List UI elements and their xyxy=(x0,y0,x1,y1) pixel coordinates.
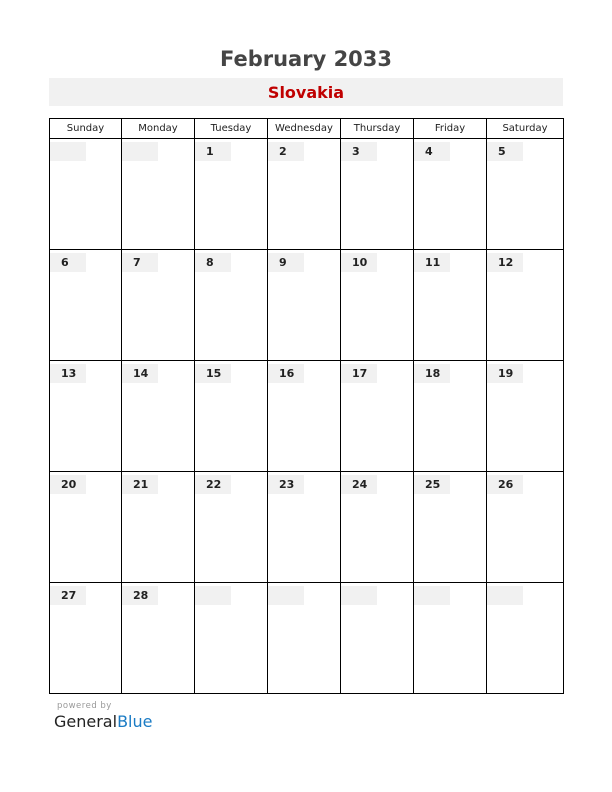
day-number-text: 28 xyxy=(133,589,149,602)
day-cell[interactable] xyxy=(268,361,341,472)
day-number xyxy=(414,475,450,494)
day-cell[interactable] xyxy=(122,361,195,472)
day-number-text xyxy=(341,589,352,602)
day-number xyxy=(122,475,158,494)
day-cell[interactable] xyxy=(414,583,487,694)
day-cell[interactable] xyxy=(414,472,487,583)
day-number xyxy=(414,586,450,605)
day-number xyxy=(414,142,450,161)
country-bar xyxy=(49,78,563,106)
day-number xyxy=(195,475,231,494)
day-cell[interactable] xyxy=(122,139,195,250)
day-number xyxy=(50,142,86,161)
day-cell[interactable] xyxy=(487,139,564,250)
day-number-text: 14 xyxy=(133,367,149,380)
day-number xyxy=(487,586,523,605)
day-number xyxy=(50,586,86,605)
day-cell[interactable] xyxy=(487,361,564,472)
day-number-text: 11 xyxy=(425,256,441,269)
day-number xyxy=(50,475,86,494)
day-number-text xyxy=(487,589,498,602)
day-number-text: 26 xyxy=(498,478,514,491)
day-number-text: 8 xyxy=(206,256,214,269)
day-cell[interactable] xyxy=(122,472,195,583)
weekday-wednesday: Wednesday xyxy=(268,119,341,139)
day-number xyxy=(268,586,304,605)
day-number xyxy=(122,364,158,383)
day-number xyxy=(414,253,450,272)
day-number-text: 10 xyxy=(352,256,368,269)
day-number xyxy=(50,364,86,383)
day-cell[interactable] xyxy=(414,250,487,361)
day-number-text: 20 xyxy=(61,478,77,491)
day-number xyxy=(268,253,304,272)
day-cell[interactable] xyxy=(50,583,122,694)
day-number xyxy=(122,142,158,161)
day-number xyxy=(268,475,304,494)
day-cell[interactable] xyxy=(268,472,341,583)
day-number xyxy=(341,142,377,161)
day-number-text: 15 xyxy=(206,367,222,380)
country-name: Slovakia xyxy=(267,83,345,102)
day-number xyxy=(195,253,231,272)
day-number-text xyxy=(414,589,425,602)
day-number xyxy=(487,142,523,161)
day-number xyxy=(195,586,231,605)
weekday-thursday: Thursday xyxy=(341,119,414,139)
day-cell[interactable] xyxy=(195,583,268,694)
week-row xyxy=(50,361,564,472)
weekday-friday: Friday xyxy=(414,119,487,139)
day-number xyxy=(341,364,377,383)
day-number xyxy=(414,364,450,383)
day-number-text: 24 xyxy=(352,478,368,491)
powered-by-label: powered by xyxy=(57,701,112,711)
day-number-text xyxy=(122,145,133,158)
day-number-text xyxy=(195,589,206,602)
day-number xyxy=(268,364,304,383)
day-cell[interactable] xyxy=(122,583,195,694)
day-number xyxy=(122,586,158,605)
day-number-text: 18 xyxy=(425,367,441,380)
weekday-monday: Monday xyxy=(122,119,195,139)
day-number-text: 9 xyxy=(279,256,287,269)
day-cell[interactable] xyxy=(341,361,414,472)
day-number-text: 4 xyxy=(425,145,433,158)
weekday-sunday: Sunday xyxy=(50,119,122,139)
week-row xyxy=(50,139,564,250)
day-cell[interactable] xyxy=(50,139,122,250)
day-cell[interactable] xyxy=(268,250,341,361)
day-number-text: 19 xyxy=(498,367,514,380)
calendar-title: February 2033 xyxy=(219,47,393,71)
day-number-text xyxy=(268,589,279,602)
day-cell[interactable] xyxy=(487,583,564,694)
generalblue-logo[interactable] xyxy=(54,712,152,731)
day-number xyxy=(195,364,231,383)
day-number-text: 6 xyxy=(61,256,69,269)
day-cell[interactable] xyxy=(50,472,122,583)
day-cell[interactable] xyxy=(50,361,122,472)
day-cell[interactable] xyxy=(487,250,564,361)
week-row xyxy=(50,583,564,694)
day-cell[interactable] xyxy=(268,583,341,694)
day-number-text: 21 xyxy=(133,478,149,491)
day-cell[interactable] xyxy=(341,472,414,583)
week-row xyxy=(50,250,564,361)
day-cell[interactable] xyxy=(195,361,268,472)
day-number-text: 25 xyxy=(425,478,441,491)
day-number-text: 27 xyxy=(61,589,77,602)
day-number-text: 5 xyxy=(498,145,506,158)
day-number-text: 1 xyxy=(206,145,214,158)
day-number-text: 7 xyxy=(133,256,141,269)
brand-general: General xyxy=(54,712,118,731)
weekday-tuesday: Tuesday xyxy=(195,119,268,139)
day-cell[interactable] xyxy=(341,250,414,361)
day-cell[interactable] xyxy=(122,250,195,361)
day-number-text: 22 xyxy=(206,478,222,491)
day-number xyxy=(487,364,523,383)
day-cell[interactable] xyxy=(195,139,268,250)
day-cell[interactable] xyxy=(195,250,268,361)
day-cell[interactable] xyxy=(414,139,487,250)
day-number xyxy=(195,142,231,161)
week-row xyxy=(50,472,564,583)
day-number xyxy=(487,253,523,272)
weekday-saturday: Saturday xyxy=(487,119,564,139)
calendar-grid xyxy=(49,118,564,694)
day-cell[interactable] xyxy=(341,583,414,694)
day-number-text: 17 xyxy=(352,367,368,380)
day-number xyxy=(341,475,377,494)
day-cell[interactable] xyxy=(341,139,414,250)
day-cell[interactable] xyxy=(487,472,564,583)
day-number-text: 23 xyxy=(279,478,295,491)
day-cell[interactable] xyxy=(268,139,341,250)
brand-blue: Blue xyxy=(117,712,153,731)
day-number xyxy=(487,475,523,494)
day-number xyxy=(122,253,158,272)
day-number-text: 13 xyxy=(61,367,77,380)
day-number-text: 12 xyxy=(498,256,514,269)
day-number-text xyxy=(50,145,61,158)
day-cell[interactable] xyxy=(414,361,487,472)
day-number xyxy=(50,253,86,272)
day-cell[interactable] xyxy=(50,250,122,361)
day-number xyxy=(341,586,377,605)
day-number xyxy=(268,142,304,161)
day-cell[interactable] xyxy=(195,472,268,583)
day-number xyxy=(341,253,377,272)
day-number-text: 2 xyxy=(279,145,287,158)
day-number-text: 3 xyxy=(352,145,360,158)
weekday-header-row xyxy=(50,119,564,139)
day-number-text: 16 xyxy=(279,367,295,380)
